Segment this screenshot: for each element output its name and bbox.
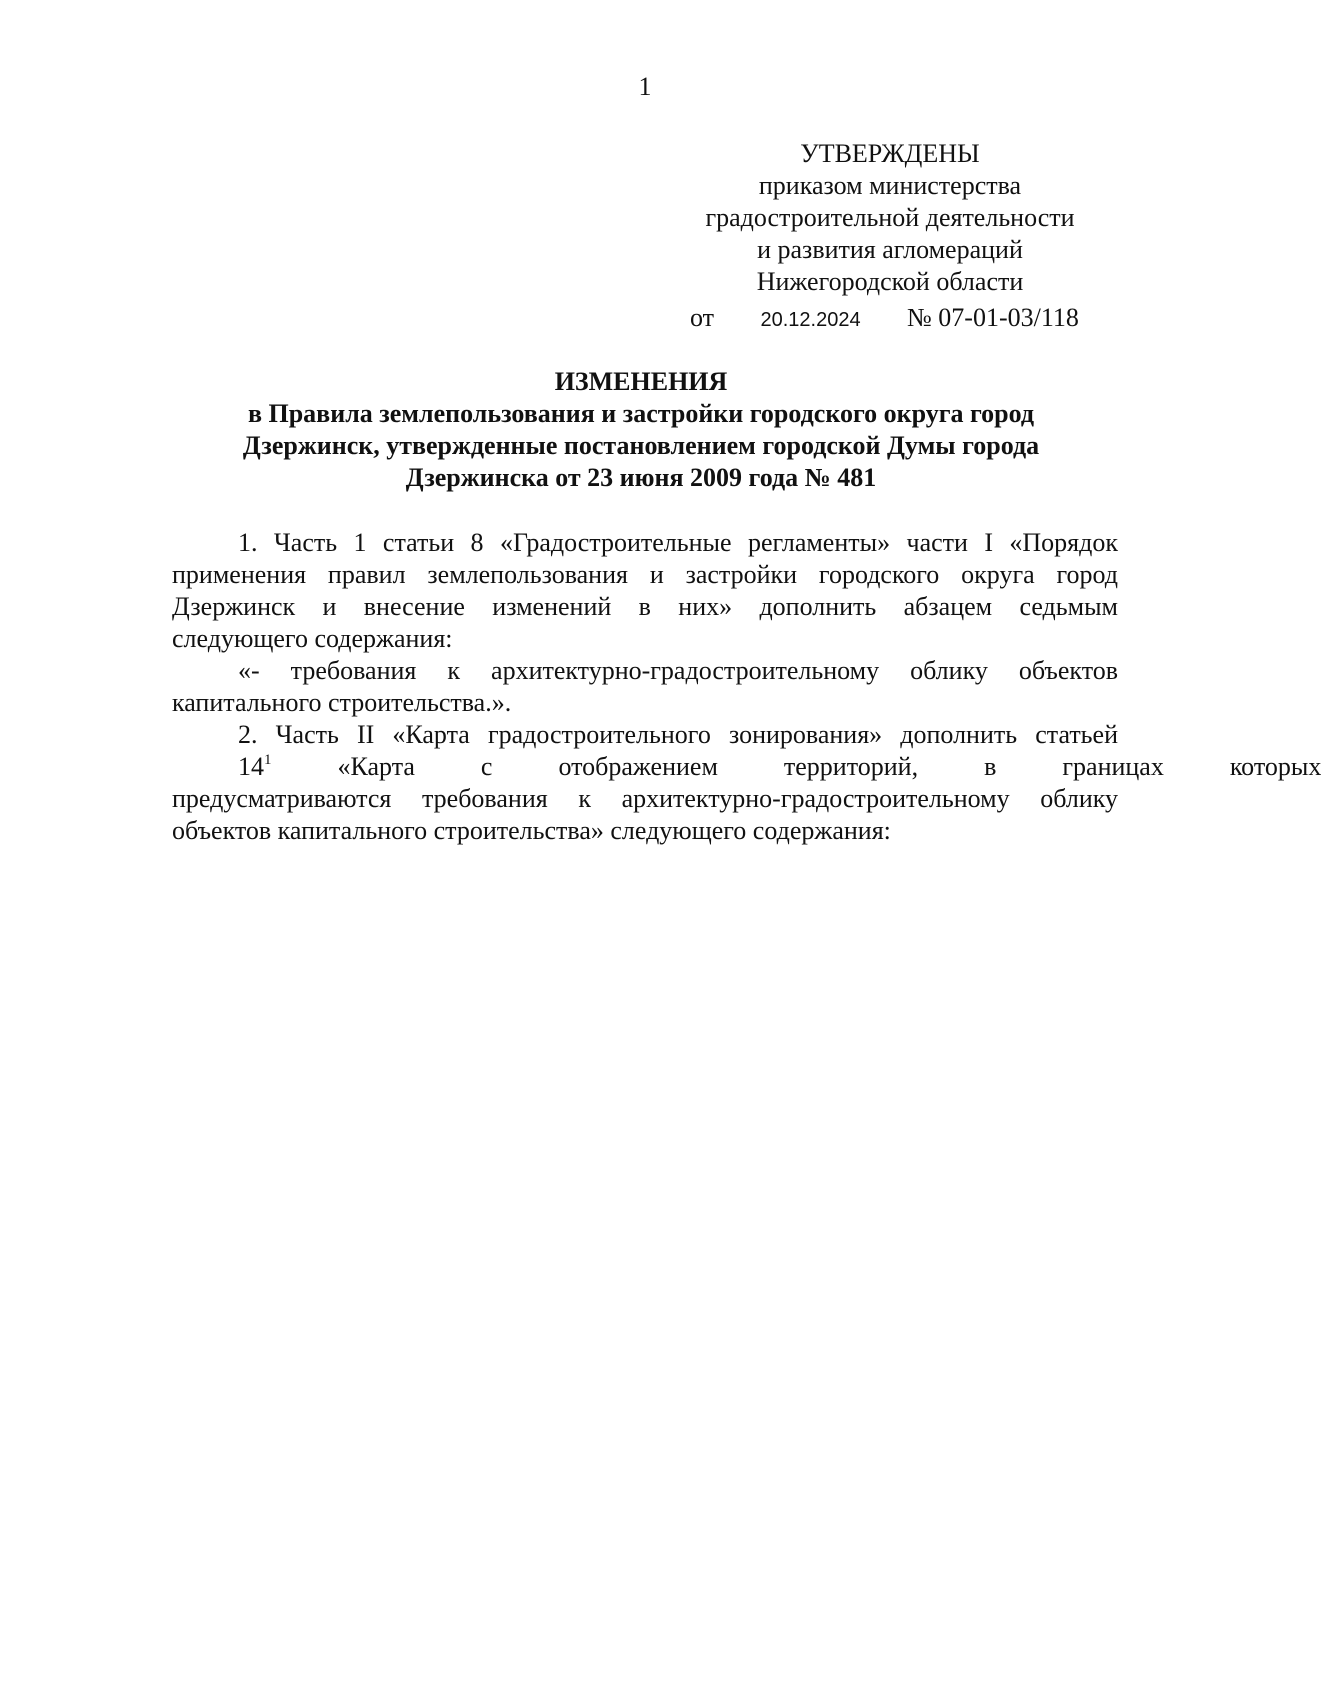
text-line: Дзержинск и внесение изменений в них» дополнить абзацем седьмым	[172, 592, 1118, 621]
paragraph-2	[172, 655, 1118, 719]
word: которых	[1229, 752, 1321, 781]
heading-subtitle-line: Дзержинск, утвержденные постановлением городской Думы города	[242, 431, 1040, 460]
approval-line: и развития агломераций	[757, 235, 1023, 264]
document-body	[172, 527, 1321, 847]
paragraph-3	[172, 719, 1321, 847]
approval-order	[690, 303, 1090, 333]
word: территорий,	[783, 752, 919, 781]
word: границах	[1062, 752, 1164, 781]
approval-line: Нижегородской области	[756, 267, 1024, 296]
word: $14^1$	[238, 752, 272, 781]
approval-number: № 07-01-03/118	[907, 303, 1079, 332]
approval-line: градостроительной деятельности	[705, 203, 1075, 232]
word: отображением	[558, 752, 718, 781]
text-line: капитального строительства.».	[172, 688, 512, 717]
text-line: применения правил землепользования и застройки городского округа город	[172, 560, 1118, 589]
approval-line: приказом министерства	[758, 171, 1022, 200]
word: в	[984, 752, 997, 781]
word: «Карта	[337, 752, 415, 781]
approval-date: 20.12.2024	[760, 309, 861, 331]
approval-from-label: от	[690, 303, 715, 332]
word: с	[480, 752, 493, 781]
paragraph-1	[172, 527, 1118, 655]
heading-subtitle-line: в Правила землепользования и застройки городского округа город	[247, 399, 1035, 428]
heading-subtitle-line: Дзержинска от 23 июня 2009 года № 481	[405, 463, 877, 492]
text-line: предусматриваются требования к архитектурно-градостроительному облику	[172, 784, 1118, 813]
approval-title: УТВЕРЖДЕНЫ	[800, 139, 980, 168]
text-line: 2. Часть II «Карта градостроительного зонирования» дополнить статьей	[238, 720, 1118, 749]
text-line: «- требования к архитектурно-градостроительному облику объектов	[238, 656, 1118, 685]
superscript: 1	[264, 752, 272, 768]
heading-title: ИЗМЕНЕНИЯ	[554, 367, 728, 396]
text-line: следующего содержания:	[172, 624, 453, 653]
text-line: 1. Часть 1 статьи 8 «Градостроительные регламенты» части I «Порядок	[238, 528, 1118, 557]
approval-block	[680, 138, 1100, 298]
document-heading	[170, 366, 1112, 494]
text-line: объектов капитального строительства» следующего содержания:	[172, 816, 891, 845]
page-number: 1	[638, 72, 652, 101]
text-line	[172, 751, 1321, 783]
